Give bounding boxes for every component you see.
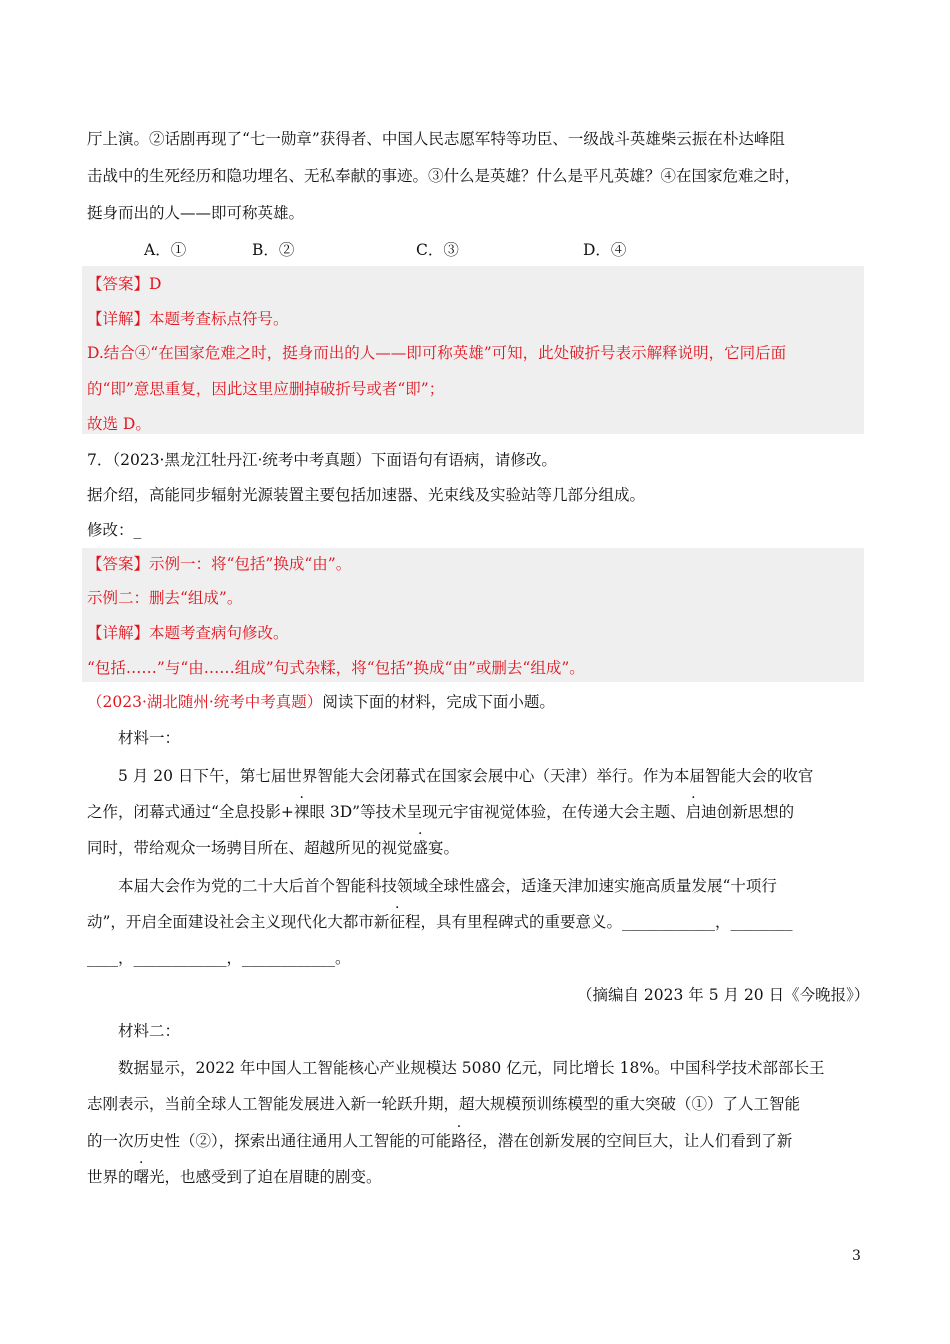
material-2-label: 材料二：	[118, 1022, 181, 1040]
text-run: 程，具有里程碑式的重要意义。____________，________	[404, 913, 793, 931]
text-run: 光，也感受到了迫在眉睫的剧变。	[149, 1168, 382, 1186]
q7-sentence: 据介绍，高能同步辐射光源装置主要包括加速器、光束线及实验站等几部分组成。	[87, 486, 646, 504]
q6-explain-1: D.结合④“在国家危难之时，挺身而出的人——即可称英雄”可知，此处破折号表示解释说明，它同后面	[87, 344, 787, 362]
text-run: 径，潜在创新发展的空间巨大，让人们看到了新	[466, 1132, 793, 1150]
text-run: 宴。	[428, 839, 460, 857]
option-d: D．④	[583, 241, 627, 259]
m1-p1-line-2	[87, 802, 794, 822]
m1-p2-line-1: 本届大会作为党的二十大后首个智能科技领域全球性盛会，适逢天津加速实施高质量发展“十项行	[118, 877, 777, 895]
material-1-source: （摘编自 2023 年 5 月 20 日《今晚报》）	[577, 986, 870, 1004]
q6-line-3: 挺身而出的人——即可称英雄。	[87, 204, 305, 222]
m2-line-4	[87, 1167, 382, 1187]
material-1-label: 材料一：	[118, 729, 181, 747]
option-a: A．①	[144, 241, 187, 259]
q6-explain-3: 故选 D。	[87, 415, 151, 433]
text-run: 的一次历史性（②），探索出通往通用人工智能的可能	[87, 1132, 452, 1150]
text-run: 之作，闭幕式通过“全息投影+	[87, 803, 294, 821]
text-run: 同时，带给观众一场骋目所在、超越所见的视觉	[87, 839, 413, 857]
m1-p1-line-3	[87, 838, 459, 858]
emphasis-char: 征	[389, 913, 405, 931]
q6-explain-2: 的“即”意思重复，因此这里应删掉破折号或者“即”；	[87, 380, 445, 398]
text-run: 迪创新思想的	[701, 803, 795, 821]
q6-answer: 【答案】D	[87, 275, 162, 293]
q7-revise-prompt: 修改：_	[87, 521, 142, 539]
m1-p2-line-3: ____，____________，____________。	[87, 949, 351, 967]
q7-explain: “包括……”与“由……组成”句式杂糅，将“包括”换成“由”或删去“组成”。	[87, 659, 585, 677]
reading-source: （2023·湖北随州·统考中考真题）	[87, 693, 323, 711]
m2-line-2: 志刚表示，当前全球人工智能发展进入新一轮跃升期，超大规模预训练模型的重大突破（①）了人工智能	[87, 1095, 801, 1113]
m2-line-3	[87, 1131, 792, 1151]
q6-line-1: 厅上演。②话剧再现了“七一勋章”获得者、中国人民志愿军特等功臣、一级战斗英雄柴云振在朴达峰阻	[87, 130, 785, 148]
page-number: 3	[852, 1248, 861, 1264]
m1-p2-line-2	[87, 912, 792, 932]
reading-intro	[87, 692, 555, 712]
q7-stem: 7．（2023·黑龙江牡丹江·统考中考真题）下面语句有语病，请修改。	[87, 451, 557, 469]
m2-line-1: 数据显示，2022 年中国人工智能核心产业规模达 5080 亿元，同比增长 18%。中国科学技术部部长王	[118, 1059, 825, 1077]
q7-detail: 【详解】本题考查病句修改。	[87, 624, 289, 642]
text-run: 动”，开启全面建设社会主义现代化大都市新	[87, 913, 390, 931]
emphasis-char: 裸	[293, 803, 310, 821]
q6-line-2: 击战中的生死经历和隐功埋名、无私奉献的事迹。③什么是英雄？什么是平凡英雄？④在国家危难之时，	[87, 167, 801, 185]
q7-answer-1: 【答案】示例一：将“包括”换成“由”。	[87, 555, 352, 573]
q6-detail: 【详解】本题考查标点符号。	[87, 310, 289, 328]
emphasis-char: 启	[685, 803, 702, 821]
emphasis-char: 路	[451, 1132, 467, 1150]
option-b: B．②	[252, 241, 295, 259]
m1-p1-line-1: 5 月 20 日下午，第七届世界智能大会闭幕式在国家会展中心（天津）举行。作为本届智能大会的收官	[118, 767, 814, 785]
emphasis-char: 盛	[412, 839, 429, 857]
q7-answer-2: 示例二：删去“组成”。	[87, 589, 243, 607]
option-c: C．③	[416, 241, 459, 259]
text-run: 世界的	[87, 1168, 134, 1186]
reading-instruction: 阅读下面的材料，完成下面小题。	[322, 693, 555, 711]
text-run: 眼 3D”等技术呈现元宇宙视觉体验，在传递大会主题、	[309, 803, 686, 821]
emphasis-char: 曙	[133, 1168, 150, 1186]
